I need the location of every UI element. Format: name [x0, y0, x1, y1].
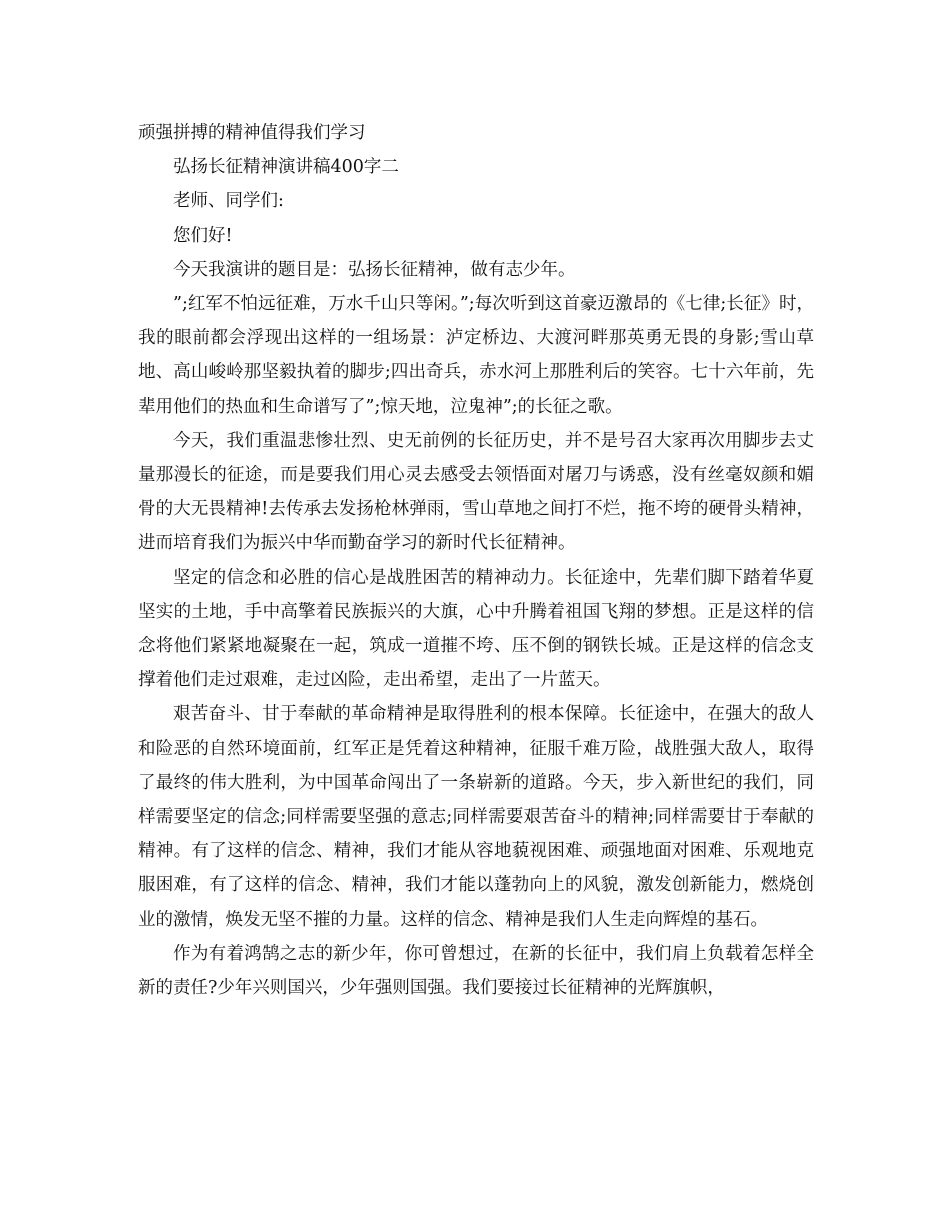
paragraph-body: 坚定的信念和必胜的信心是战胜困苦的精神动力。长征途中，先辈们脚下踏着华夏坚实的土地，手中高擎着民族振兴的大旗，心中升腾着祖国飞翔的梦想。正是这样的信念将他们紧紧地凝聚在一起，筑成一道摧不垮、压不倒的钢铁长城。正是这样的信念支撑着他们走过艰难，走过凶险，走出希望，走出了一片蓝天。	[138, 567, 814, 691]
paragraph-body: 今天，我们重温悲惨壮烈、史无前例的长征历史，并不是号召大家再次用脚步去丈量那漫长的征途，而是要我们用心灵去感受去领悟面对屠刀与诱惑，没有丝毫奴颜和媚骨的大无畏精神!去传承去发扬枪林弹雨，雪山草地之间打不烂，拖不垮的硬骨头精神，进而培育我们为振兴中华而勤奋学习的新时代长征精神。	[138, 430, 814, 554]
paragraph-greeting: 您们好!	[173, 225, 233, 246]
document-body	[138, 116, 814, 1005]
paragraph-body: ”;红军不怕远征难，万水千山只等闲。”;每次听到这首豪迈激昂的《七律;长征》时，我的眼前都会浮现出这样的一组场景：泸定桥边、大渡河畔那英勇无畏的身影;雪山草地、高山峻岭那坚毅执着的脚步;四出奇兵，赤水河上那胜利后的笑容。七十六年前，先辈用他们的热血和生命谱写了”;惊天地，泣鬼神”;的长征之歌。	[138, 294, 814, 417]
paragraph-topic: 今天我演讲的题目是：弘扬长征精神，做有志少年。	[173, 259, 576, 280]
paragraph-body: 艰苦奋斗、甘于奉献的革命精神是取得胜利的根本保障。长征途中，在强大的敌人和险恶的自然环境面前，红军正是凭着这种精神，征服千难万险，战胜强大敌人，取得了最终的伟大胜利，为中国革命闯出了一条崭新的道路。今天，步入新世纪的我们，同样需要坚定的信念;同样需要坚强的意志;同样需要艰苦奋斗的精神;同样需要甘于奉献的精神。有了这样的信念、精神，我们才能从容地藐视困难、顽强地面对困难、乐观地克服困难，有了这样的信念、精神，我们才能以蓬勃向上的风貌，激发创新能力，燃烧创业的激情，焕发无坚不摧的力量。这样的信念、精神是我们人生走向辉煌的基石。	[138, 704, 814, 930]
paragraph-title: 弘扬长征精神演讲稿400字二	[173, 157, 399, 178]
paragraph-intro-line: 顽强拼搏的精神值得我们学习	[138, 123, 366, 143]
paragraph-body: 作为有着鸿鹄之志的新少年，你可曾想过，在新的长征中，我们肩上负载着怎样全新的责任?少年兴则国兴，少年强则国强。我们要接过长征精神的光辉旗帜，	[138, 943, 814, 999]
paragraph-salutation: 老师、同学们:	[173, 191, 284, 212]
